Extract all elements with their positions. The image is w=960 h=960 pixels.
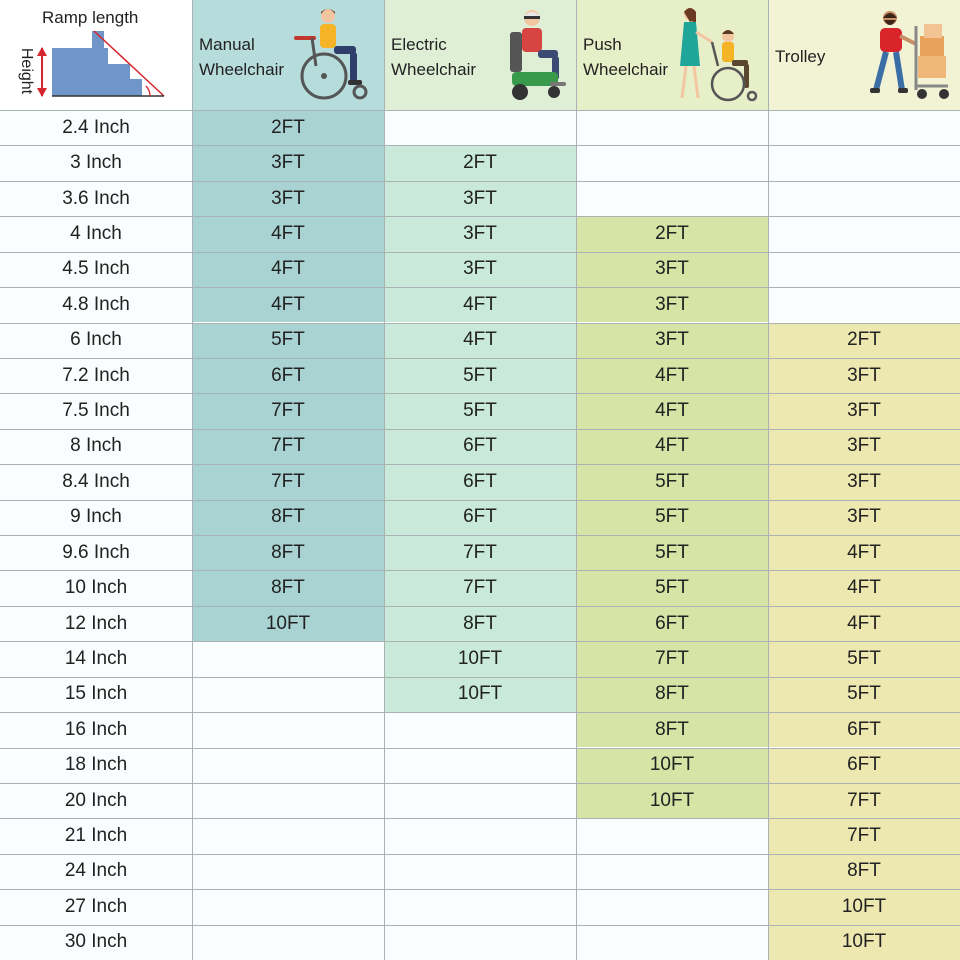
ramp-length-cell-manual: 10FT: [192, 606, 384, 641]
ramp-length-cell-electric: 8FT: [384, 606, 576, 641]
ramp-length-cell-trolley: 4FT: [768, 606, 960, 641]
ramp-length-cell-manual: 8FT: [192, 500, 384, 535]
ramp-length-cell-push: 8FT: [576, 677, 768, 712]
ramp-length-cell-trolley: 2FT: [768, 323, 960, 358]
ramp-length-cell-manual: 7FT: [192, 464, 384, 499]
ramp-length-cell-push: 8FT: [576, 712, 768, 747]
ramp-length-cell-electric: 5FT: [384, 393, 576, 428]
row-divider: [0, 783, 960, 784]
push-header-line2: Wheelchair: [583, 60, 669, 79]
ramp-length-cell-trolley: 5FT: [768, 641, 960, 676]
row-divider: [0, 145, 960, 146]
electric-header-line2: Wheelchair: [391, 60, 477, 79]
column-header-trolley: [768, 0, 960, 110]
height-cell: 30 Inch: [0, 925, 192, 960]
height-cell: 27 Inch: [0, 889, 192, 924]
column-divider: [192, 0, 193, 960]
ramp-length-cell-push: 3FT: [576, 252, 768, 287]
row-divider: [0, 500, 960, 501]
height-cell: 20 Inch: [0, 783, 192, 818]
manual-header-line1: Manual: [199, 35, 255, 54]
ramp-length-cell-trolley: [768, 110, 960, 145]
row-divider: [0, 570, 960, 571]
height-cell: 9.6 Inch: [0, 535, 192, 570]
ramp-length-cell-manual: 7FT: [192, 429, 384, 464]
push-wheelchair-caregiver-icon: [672, 6, 764, 106]
column-header-manual: [192, 0, 384, 110]
ramp-length-cell-manual: 8FT: [192, 535, 384, 570]
height-cell: 14 Inch: [0, 641, 192, 676]
column-divider: [384, 0, 385, 960]
ramp-length-cell-push: 7FT: [576, 641, 768, 676]
ramp-length-cell-electric: 7FT: [384, 570, 576, 605]
ramp-length-cell-push: 4FT: [576, 358, 768, 393]
ramp-length-cell-electric: 4FT: [384, 323, 576, 358]
ramp-length-cell-electric: 10FT: [384, 677, 576, 712]
row-divider: [0, 925, 960, 926]
ramp-length-cell-push: [576, 110, 768, 145]
row-divider: [0, 677, 960, 678]
height-cell: 2.4 Inch: [0, 110, 192, 145]
height-cell: 10 Inch: [0, 570, 192, 605]
ramp-length-cell-manual: 2FT: [192, 110, 384, 145]
ramp-length-cell-push: 10FT: [576, 748, 768, 783]
trolley-header-line1: Trolley: [775, 47, 826, 66]
ramp-length-cell-manual: [192, 677, 384, 712]
row-divider: [0, 323, 960, 324]
height-cell: 21 Inch: [0, 818, 192, 853]
height-cell: 3.6 Inch: [0, 181, 192, 216]
column-header-electric: [384, 0, 576, 110]
row-divider: [0, 854, 960, 855]
electric-wheelchair-user-icon: [502, 6, 572, 106]
ramp-length-cell-push: 5FT: [576, 535, 768, 570]
ramp-length-cell-trolley: 3FT: [768, 358, 960, 393]
height-cell: 3 Inch: [0, 145, 192, 180]
height-cell: 4 Inch: [0, 216, 192, 251]
ramp-length-cell-trolley: [768, 216, 960, 251]
ramp-length-cell-trolley: 6FT: [768, 712, 960, 747]
column-header-push: [576, 0, 768, 110]
height-cell: 18 Inch: [0, 748, 192, 783]
ramp-length-cell-manual: [192, 783, 384, 818]
ramp-length-cell-push: [576, 181, 768, 216]
ramp-length-cell-trolley: 8FT: [768, 854, 960, 889]
ramp-length-cell-electric: 2FT: [384, 145, 576, 180]
ramp-length-cell-manual: 4FT: [192, 216, 384, 251]
ramp-length-cell-trolley: 4FT: [768, 570, 960, 605]
ramp-length-cell-electric: [384, 748, 576, 783]
ramp-length-cell-manual: [192, 854, 384, 889]
row-divider: [0, 606, 960, 607]
ramp-length-cell-electric: 6FT: [384, 500, 576, 535]
ramp-length-cell-trolley: 10FT: [768, 925, 960, 960]
row-divider: [0, 252, 960, 253]
ramp-length-cell-electric: 7FT: [384, 535, 576, 570]
ramp-length-cell-push: 4FT: [576, 429, 768, 464]
row-divider: [0, 393, 960, 394]
ramp-length-label: Ramp length: [42, 8, 139, 27]
ramp-length-cell-push: [576, 145, 768, 180]
ramp-length-cell-manual: 8FT: [192, 570, 384, 605]
height-cell: 24 Inch: [0, 854, 192, 889]
ramp-length-cell-electric: 3FT: [384, 252, 576, 287]
row-divider: [0, 889, 960, 890]
ramp-length-cell-push: 5FT: [576, 500, 768, 535]
row-divider: [0, 358, 960, 359]
ramp-length-cell-electric: [384, 889, 576, 924]
column-divider: [768, 0, 769, 960]
row-divider: [0, 287, 960, 288]
ramp-length-cell-push: 2FT: [576, 216, 768, 251]
ramp-length-cell-electric: [384, 818, 576, 853]
ramp-length-cell-trolley: 3FT: [768, 464, 960, 499]
height-cell: 8 Inch: [0, 429, 192, 464]
ramp-length-cell-push: 5FT: [576, 464, 768, 499]
height-label: Height: [18, 47, 35, 95]
ramp-length-cell-trolley: 5FT: [768, 677, 960, 712]
ramp-length-cell-manual: [192, 818, 384, 853]
ramp-length-cell-manual: 3FT: [192, 145, 384, 180]
row-divider: [0, 216, 960, 217]
ramp-length-cell-electric: [384, 783, 576, 818]
height-cell: 4.5 Inch: [0, 252, 192, 287]
ramp-length-cell-trolley: [768, 181, 960, 216]
row-divider: [0, 535, 960, 536]
ramp-length-cell-electric: 4FT: [384, 287, 576, 322]
ramp-length-cell-electric: 5FT: [384, 358, 576, 393]
ramp-length-cell-electric: 10FT: [384, 641, 576, 676]
ramp-length-cell-trolley: 7FT: [768, 783, 960, 818]
height-cell: 7.2 Inch: [0, 358, 192, 393]
row-divider: [0, 181, 960, 182]
column-divider: [576, 0, 577, 960]
trolley-worker-icon: [864, 6, 956, 106]
ramp-length-cell-push: 3FT: [576, 287, 768, 322]
ramp-length-cell-trolley: [768, 252, 960, 287]
ramp-length-cell-manual: 7FT: [192, 393, 384, 428]
manual-header-line2: Wheelchair: [199, 60, 285, 79]
ramp-length-cell-trolley: [768, 287, 960, 322]
ramp-length-cell-trolley: 4FT: [768, 535, 960, 570]
ramp-length-cell-electric: 6FT: [384, 429, 576, 464]
ramp-length-cell-trolley: 10FT: [768, 889, 960, 924]
ramp-diagram-icon: [0, 0, 192, 110]
row-divider: [0, 748, 960, 749]
height-cell: 15 Inch: [0, 677, 192, 712]
ramp-length-cell-push: [576, 925, 768, 960]
height-cell: 12 Inch: [0, 606, 192, 641]
ramp-length-cell-electric: [384, 925, 576, 960]
row-divider: [0, 641, 960, 642]
height-cell: 7.5 Inch: [0, 393, 192, 428]
row-divider: [0, 110, 960, 111]
ramp-length-cell-electric: 3FT: [384, 216, 576, 251]
ramp-length-cell-trolley: 6FT: [768, 748, 960, 783]
row-divider: [0, 712, 960, 713]
ramp-length-cell-trolley: 7FT: [768, 818, 960, 853]
ramp-length-cell-manual: 4FT: [192, 287, 384, 322]
ramp-length-cell-manual: 4FT: [192, 252, 384, 287]
ramp-length-cell-push: [576, 818, 768, 853]
ramp-length-cell-manual: [192, 641, 384, 676]
ramp-length-cell-manual: [192, 712, 384, 747]
height-cell: 6 Inch: [0, 323, 192, 358]
ramp-length-cell-manual: 5FT: [192, 323, 384, 358]
row-divider: [0, 464, 960, 465]
ramp-length-cell-trolley: 3FT: [768, 429, 960, 464]
ramp-length-cell-manual: [192, 748, 384, 783]
electric-header-line1: Electric: [391, 35, 447, 54]
ramp-length-cell-electric: 3FT: [384, 181, 576, 216]
ramp-length-cell-manual: [192, 925, 384, 960]
ramp-length-cell-trolley: 3FT: [768, 393, 960, 428]
height-cell: 4.8 Inch: [0, 287, 192, 322]
row-divider: [0, 818, 960, 819]
ramp-length-cell-trolley: [768, 145, 960, 180]
ramp-length-cell-push: 6FT: [576, 606, 768, 641]
ramp-length-cell-push: 10FT: [576, 783, 768, 818]
height-cell: 16 Inch: [0, 712, 192, 747]
ramp-length-cell-manual: 6FT: [192, 358, 384, 393]
ramp-length-cell-electric: 6FT: [384, 464, 576, 499]
corner-header-cell: [0, 0, 192, 110]
row-divider: [0, 429, 960, 430]
ramp-length-cell-push: 4FT: [576, 393, 768, 428]
ramp-length-cell-electric: [384, 712, 576, 747]
ramp-length-cell-electric: [384, 854, 576, 889]
height-cell: 8.4 Inch: [0, 464, 192, 499]
ramp-length-cell-manual: [192, 889, 384, 924]
push-header-line1: Push: [583, 35, 622, 54]
ramp-length-cell-push: 5FT: [576, 570, 768, 605]
ramp-length-cell-push: 3FT: [576, 323, 768, 358]
ramp-length-cell-trolley: 3FT: [768, 500, 960, 535]
height-cell: 9 Inch: [0, 500, 192, 535]
ramp-length-cell-electric: [384, 110, 576, 145]
ramp-length-cell-push: [576, 854, 768, 889]
ramp-length-cell-manual: 3FT: [192, 181, 384, 216]
ramp-length-cell-push: [576, 889, 768, 924]
manual-wheelchair-user-icon: [290, 6, 380, 106]
